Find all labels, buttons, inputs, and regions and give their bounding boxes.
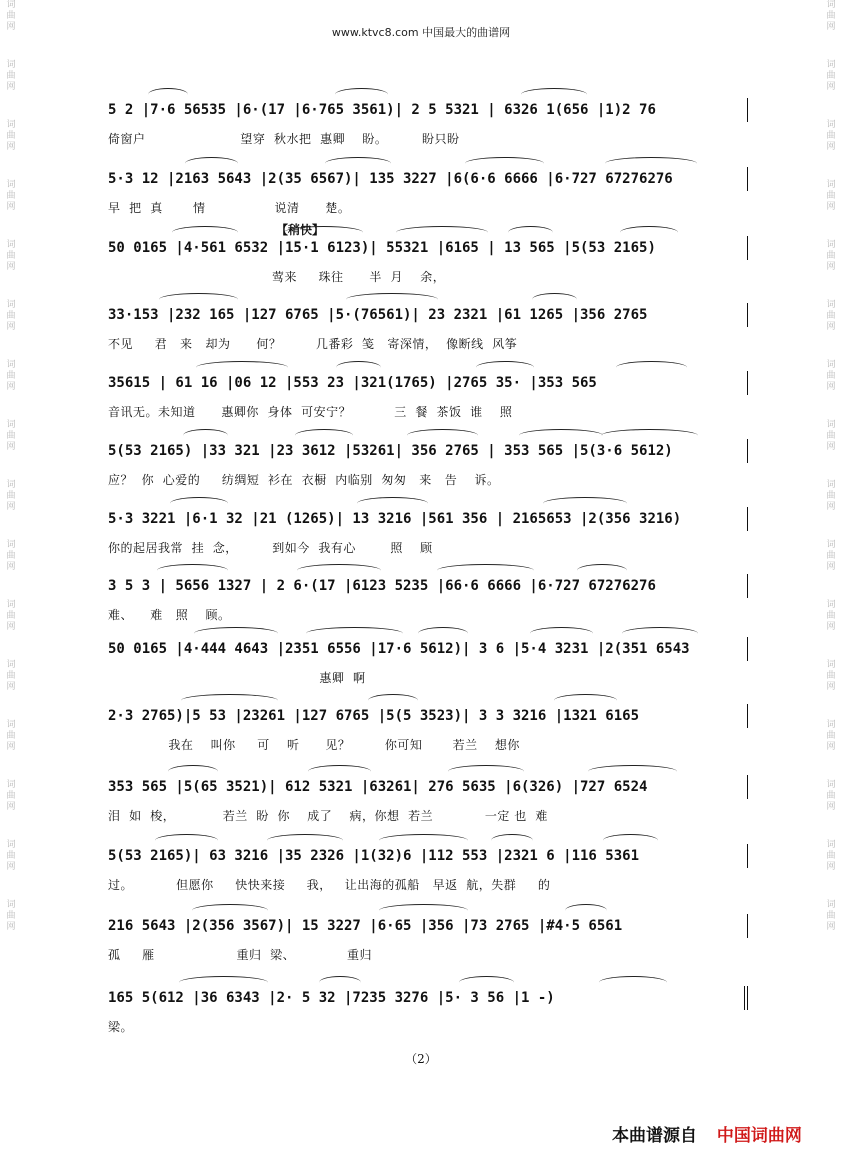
watermark-char: 网 xyxy=(826,22,836,32)
watermark-char: 网 xyxy=(6,922,16,932)
watermark-unit xyxy=(826,600,835,633)
score-system-3 xyxy=(108,236,748,296)
watermark-char: 曲 xyxy=(6,191,16,201)
watermark-char: 词 xyxy=(826,420,836,430)
slur-mark xyxy=(168,765,218,778)
slur-mark xyxy=(379,904,468,917)
footer-credit xyxy=(612,1121,827,1146)
watermark-char: 网 xyxy=(6,802,16,812)
watermark-char: 网 xyxy=(6,262,16,272)
lyric-line: 音讯无。未知道 惠卿你 身体 可安宁？ 三 餐 茶饭 谁 照 xyxy=(108,405,513,419)
slur-mark xyxy=(170,497,228,510)
watermark-unit xyxy=(826,780,835,813)
watermark-char: 词 xyxy=(826,900,836,910)
watermark-char: 词 xyxy=(826,60,836,70)
notation-line: 5·3 12 |2163 5643 |2(35 6567)| 135 3227 |6(6·6 6666 |6·727 67276276 xyxy=(108,167,748,191)
lyric-line: 你的起居我常 挂 念， 到如今 我有心 照 顾 xyxy=(108,541,433,555)
slur-mark xyxy=(476,361,534,374)
lyric-line: 孤 雁 重归 梁、 重归 xyxy=(108,948,372,962)
watermark-char: 网 xyxy=(826,442,836,452)
watermark-char: 词 xyxy=(826,660,836,670)
slur-mark xyxy=(532,293,577,306)
watermark-unit xyxy=(6,420,15,453)
watermark-char: 词 xyxy=(826,0,836,10)
watermark-unit xyxy=(6,180,15,213)
watermark-char: 曲 xyxy=(826,11,836,21)
watermark-char: 词 xyxy=(6,720,16,730)
watermark-char: 曲 xyxy=(6,851,16,861)
slur-mark xyxy=(336,361,381,374)
watermark-char: 曲 xyxy=(826,71,836,81)
watermark-char: 词 xyxy=(6,300,16,310)
watermark-char: 曲 xyxy=(826,851,836,861)
watermark-char: 网 xyxy=(826,142,836,152)
watermark-char: 曲 xyxy=(826,791,836,801)
score-system-9 xyxy=(108,637,748,697)
score-system-12 xyxy=(108,844,748,904)
score-system-7 xyxy=(108,507,748,567)
watermark-char: 网 xyxy=(826,922,836,932)
slur-mark xyxy=(588,765,677,778)
notation-line: 3 5 3 | 5656 1327 | 2 6·(17 |6123 5235 |66·6 6666 |6·727 67276276 xyxy=(108,574,748,598)
watermark-char: 网 xyxy=(826,562,836,572)
watermark-char: 曲 xyxy=(6,431,16,441)
watermark-unit xyxy=(826,900,835,933)
slur-mark xyxy=(196,361,288,374)
lyric-line: 难、 难 照 顾。 xyxy=(108,608,231,622)
notation-line: 216 5643 |2(356 3567)| 15 3227 |6·65 |356 |73 2765 |#4·5 6561 xyxy=(108,914,748,938)
watermark-char: 网 xyxy=(6,862,16,872)
watermark-char: 网 xyxy=(6,622,16,632)
watermark-char: 网 xyxy=(6,742,16,752)
slur-mark xyxy=(605,157,697,170)
watermark-char: 曲 xyxy=(826,491,836,501)
watermark-unit xyxy=(826,540,835,573)
watermark-char: 词 xyxy=(826,300,836,310)
slur-mark xyxy=(185,157,238,170)
notation-line: 2·3 2765)|5 53 |23261 |127 6765 |5(5 3523)| 3 3 3216 |1321 6165 xyxy=(108,704,748,728)
watermark-char: 网 xyxy=(6,502,16,512)
notation-line: 35615 | 61 16 |06 12 |553 23 |321(1765) |2765 35· |353 565 xyxy=(108,371,748,395)
watermark-char: 网 xyxy=(826,82,836,92)
watermark-char: 网 xyxy=(6,442,16,452)
slur-mark xyxy=(319,976,361,989)
tempo-marking: 【稍快】 xyxy=(276,223,325,237)
notation-line: 5 2 |7·6 56535 |6·(17 |6·765 3561)| 2 5 5321 | 6326 1(656 |1)2 76 xyxy=(108,98,748,122)
slur-mark xyxy=(183,429,228,442)
watermark-char: 词 xyxy=(6,480,16,490)
slur-mark xyxy=(554,694,617,707)
slur-mark xyxy=(379,834,468,847)
watermark-unit xyxy=(826,720,835,753)
watermark-char: 曲 xyxy=(6,911,16,921)
right-watermark-strip xyxy=(820,0,842,1171)
slur-mark xyxy=(297,564,381,577)
slur-mark xyxy=(194,627,278,640)
watermark-char: 曲 xyxy=(6,611,16,621)
watermark-char: 曲 xyxy=(826,551,836,561)
watermark-unit xyxy=(6,780,15,813)
watermark-char: 曲 xyxy=(6,491,16,501)
slur-mark xyxy=(603,834,658,847)
watermark-unit xyxy=(826,480,835,513)
slur-mark xyxy=(157,564,228,577)
slur-mark xyxy=(465,157,544,170)
lyric-line: 早 把 真 情 说清 楚。 xyxy=(108,201,351,215)
slur-mark xyxy=(508,226,553,239)
slur-mark xyxy=(267,834,343,847)
watermark-char: 词 xyxy=(6,540,16,550)
notation-line: 50 0165 |4·444 4643 |2351 6556 |17·6 5612)| 3 6 |5·4 3231 |2(351 6543 xyxy=(108,637,748,661)
page-number: （2） xyxy=(405,1052,437,1066)
footer-source-label: 本曲谱源自 xyxy=(612,1126,697,1146)
watermark-char: 曲 xyxy=(826,311,836,321)
watermark-char: 词 xyxy=(826,240,836,250)
notation-line: 5(53 2165)| 63 3216 |35 2326 |1(32)6 |112 553 |2321 6 |116 5361 xyxy=(108,844,748,868)
watermark-char: 词 xyxy=(6,840,16,850)
slur-mark xyxy=(192,904,268,917)
watermark-char: 曲 xyxy=(6,371,16,381)
watermark-char: 网 xyxy=(826,742,836,752)
slur-mark xyxy=(179,976,268,989)
lyric-line: 梁。 xyxy=(108,1020,134,1034)
watermark-char: 词 xyxy=(826,480,836,490)
watermark-char: 网 xyxy=(6,202,16,212)
slur-mark xyxy=(407,429,478,442)
watermark-char: 曲 xyxy=(6,671,16,681)
score-system-13 xyxy=(108,914,748,974)
watermark-unit xyxy=(6,660,15,693)
watermark-char: 词 xyxy=(826,780,836,790)
notation-line: 5(53 2165) |33 321 |23 3612 |53261| 356 2765 | 353 565 |5(3·6 5612) xyxy=(108,439,748,463)
watermark-unit xyxy=(6,540,15,573)
notation-line: 165 5(612 |36 6343 |2· 5 32 |7235 3276 |5· 3 56 |1 -) xyxy=(108,986,748,1010)
watermark-unit xyxy=(6,120,15,153)
slur-mark xyxy=(577,564,627,577)
watermark-unit xyxy=(826,300,835,333)
score-system-11 xyxy=(108,775,748,835)
watermark-unit xyxy=(826,60,835,93)
watermark-char: 词 xyxy=(6,600,16,610)
slur-mark xyxy=(368,694,418,707)
score-system-1 xyxy=(108,98,748,158)
watermark-char: 曲 xyxy=(826,431,836,441)
slur-mark xyxy=(306,627,403,640)
watermark-char: 网 xyxy=(826,322,836,332)
watermark-char: 网 xyxy=(6,682,16,692)
watermark-char: 曲 xyxy=(6,731,16,741)
watermark-char: 网 xyxy=(6,562,16,572)
slur-mark xyxy=(599,976,667,989)
watermark-char: 词 xyxy=(6,420,16,430)
slur-mark xyxy=(155,834,218,847)
watermark-char: 网 xyxy=(6,142,16,152)
slur-mark xyxy=(491,834,533,847)
watermark-char: 词 xyxy=(826,120,836,130)
watermark-char: 词 xyxy=(6,60,16,70)
watermark-unit xyxy=(6,600,15,633)
slur-mark xyxy=(335,88,388,101)
slur-mark xyxy=(437,564,534,577)
watermark-char: 网 xyxy=(6,382,16,392)
watermark-unit xyxy=(6,480,15,513)
watermark-char: 词 xyxy=(826,720,836,730)
watermark-char: 网 xyxy=(6,22,16,32)
watermark-unit xyxy=(826,420,835,453)
slur-mark xyxy=(622,627,698,640)
watermark-char: 词 xyxy=(826,360,836,370)
lyric-line: 应？ 你 心爱的 纺绸短 衫在 衣橱 内临别 匆匆 来 告 诉。 xyxy=(108,473,500,487)
slur-mark xyxy=(284,226,363,239)
watermark-unit xyxy=(826,120,835,153)
lyric-line: 惠卿 啊 xyxy=(108,671,366,685)
score-system-10 xyxy=(108,704,748,764)
notation-line: 353 565 |5(65 3521)| 612 5321 |63261| 276 5635 |6(326) |727 6524 xyxy=(108,775,748,799)
watermark-unit xyxy=(6,240,15,273)
slur-mark xyxy=(159,293,238,306)
watermark-char: 词 xyxy=(826,600,836,610)
watermark-char: 网 xyxy=(6,82,16,92)
lyric-line: 莺来 珠往 半 月 余， xyxy=(108,270,446,284)
watermark-char: 词 xyxy=(6,240,16,250)
watermark-char: 词 xyxy=(6,660,16,670)
lyric-line: 过。 但愿你 快快来接 我， 让出海的孤船 早返 航，失群 的 xyxy=(108,878,551,892)
watermark-char: 曲 xyxy=(6,11,16,21)
watermark-unit xyxy=(826,840,835,873)
watermark-char: 曲 xyxy=(6,311,16,321)
score-system-2 xyxy=(108,167,748,227)
footer-brand-link[interactable]: 中国词曲网 xyxy=(716,1126,802,1146)
notation-line: 50 0165 |4·561 6532 |15·1 6123)| 55321 |6165 | 13 565 |5(53 2165) xyxy=(108,236,748,260)
watermark-unit xyxy=(6,720,15,753)
slur-mark xyxy=(325,157,391,170)
watermark-char: 曲 xyxy=(826,131,836,141)
lyric-line: 不见 君 来 却为 何？ 几番彩 笺 寄深情， 像断线 风筝 xyxy=(108,337,518,351)
watermark-char: 网 xyxy=(826,382,836,392)
slur-mark xyxy=(519,429,603,442)
slur-mark xyxy=(565,904,607,917)
slur-mark xyxy=(543,497,627,510)
header-site-url: www.ktvc8.com 中国最大的曲谱网 xyxy=(331,26,511,39)
slur-mark xyxy=(601,429,698,442)
watermark-char: 网 xyxy=(826,262,836,272)
slur-mark xyxy=(418,627,468,640)
watermark-char: 网 xyxy=(6,322,16,332)
notation-line: 5·3 3221 |6·1 32 |21 (1265)| 13 3216 |561 356 | 2165653 |2(356 3216) xyxy=(108,507,748,531)
slur-mark xyxy=(148,88,188,101)
notation-line: 33·153 |232 165 |127 6765 |5·(76561)| 23 2321 |61 1265 |356 2765 xyxy=(108,303,748,327)
watermark-unit xyxy=(6,60,15,93)
score-system-8 xyxy=(108,574,748,634)
watermark-char: 曲 xyxy=(826,371,836,381)
slur-mark xyxy=(530,627,593,640)
watermark-char: 词 xyxy=(6,120,16,130)
slur-mark xyxy=(346,293,438,306)
watermark-char: 网 xyxy=(826,202,836,212)
slur-mark xyxy=(172,226,238,239)
slur-mark xyxy=(295,429,353,442)
watermark-char: 网 xyxy=(826,682,836,692)
score-system-14 xyxy=(108,986,748,1046)
watermark-char: 曲 xyxy=(826,731,836,741)
watermark-char: 曲 xyxy=(6,131,16,141)
watermark-unit xyxy=(6,840,15,873)
watermark-unit xyxy=(826,180,835,213)
lyric-line: 倚窗户 望穿 秋水把 惠卿 盼。 盼只盼 xyxy=(108,132,460,146)
slur-mark xyxy=(620,226,678,239)
watermark-char: 曲 xyxy=(826,611,836,621)
watermark-char: 曲 xyxy=(6,71,16,81)
watermark-char: 词 xyxy=(826,840,836,850)
score-system-5 xyxy=(108,371,748,431)
watermark-unit xyxy=(6,300,15,333)
watermark-char: 曲 xyxy=(6,251,16,261)
slur-mark xyxy=(448,765,524,778)
watermark-char: 词 xyxy=(6,180,16,190)
score-system-4 xyxy=(108,303,748,363)
score-system-6 xyxy=(108,439,748,499)
watermark-char: 曲 xyxy=(826,191,836,201)
watermark-unit xyxy=(826,360,835,393)
watermark-char: 网 xyxy=(826,862,836,872)
slur-mark xyxy=(616,361,687,374)
watermark-char: 网 xyxy=(826,622,836,632)
watermark-char: 曲 xyxy=(826,671,836,681)
watermark-char: 词 xyxy=(6,360,16,370)
watermark-unit xyxy=(826,660,835,693)
watermark-char: 词 xyxy=(826,180,836,190)
watermark-char: 网 xyxy=(826,502,836,512)
watermark-unit xyxy=(6,900,15,933)
watermark-char: 网 xyxy=(826,802,836,812)
watermark-char: 曲 xyxy=(826,911,836,921)
slur-mark xyxy=(396,226,488,239)
watermark-char: 词 xyxy=(6,780,16,790)
watermark-char: 词 xyxy=(6,900,16,910)
watermark-unit xyxy=(6,360,15,393)
watermark-char: 曲 xyxy=(6,551,16,561)
watermark-char: 曲 xyxy=(826,251,836,261)
lyric-line: 我在 叫你 可 听 见？ 你可知 若兰 想你 xyxy=(108,738,520,752)
watermark-char: 词 xyxy=(826,540,836,550)
watermark-char: 词 xyxy=(6,0,16,10)
slur-mark xyxy=(459,976,514,989)
slur-mark xyxy=(357,497,428,510)
left-watermark-strip xyxy=(0,0,22,1171)
watermark-unit xyxy=(826,240,835,273)
watermark-char: 曲 xyxy=(6,791,16,801)
slur-mark xyxy=(181,694,278,707)
slur-mark xyxy=(308,765,371,778)
slur-mark xyxy=(521,88,587,101)
lyric-line: 泪 如 梭， 若兰 盼 你 成了 病，你想 若兰 一定 也 难 xyxy=(108,809,548,823)
